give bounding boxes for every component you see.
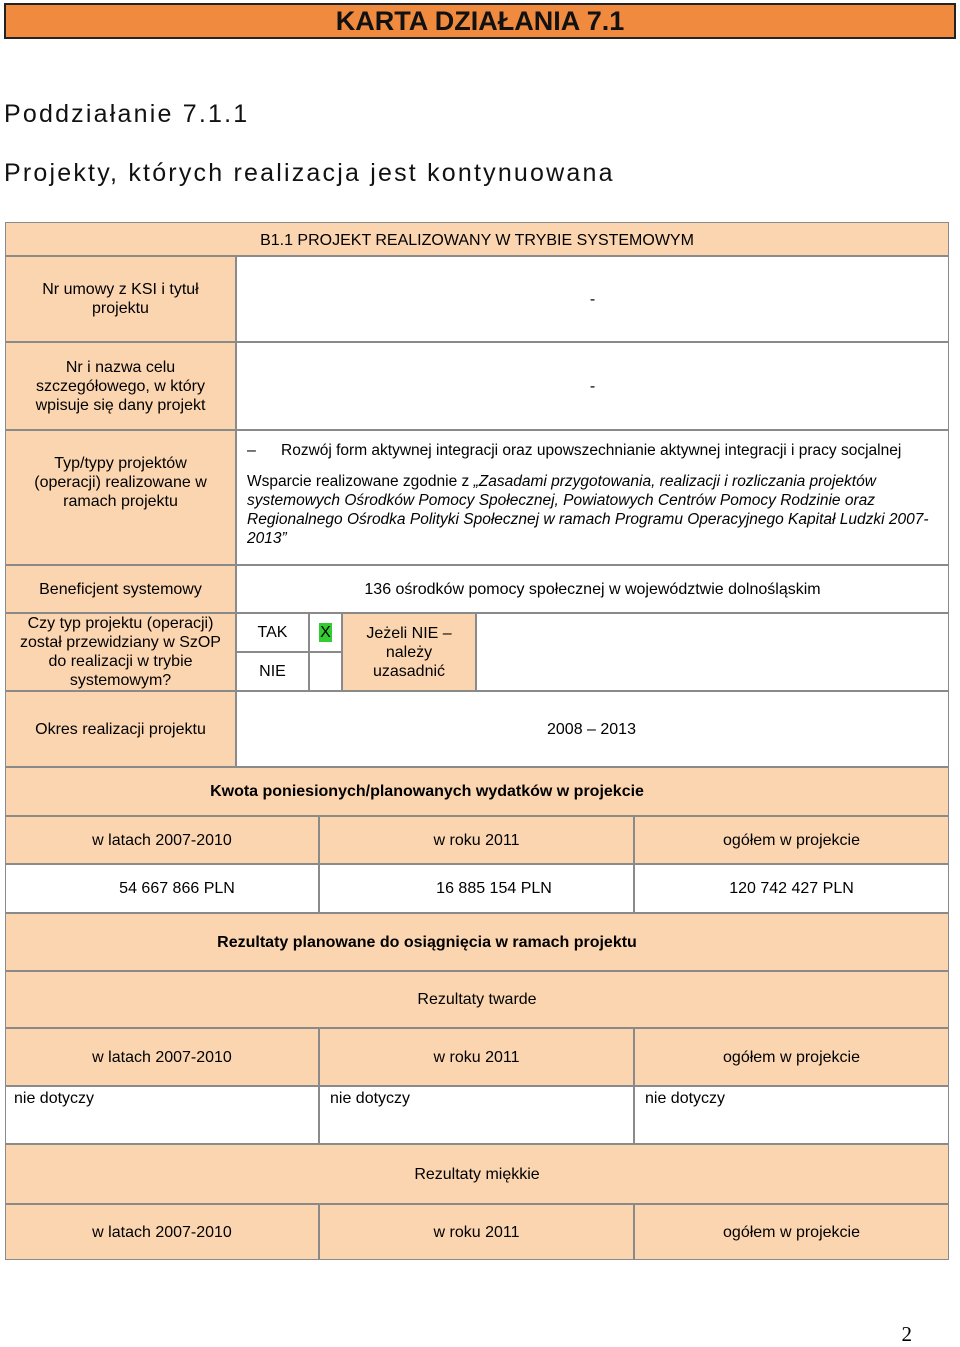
period-value-cell — [236, 691, 949, 767]
soft-col-2011: w roku 2011 — [433, 1223, 520, 1241]
hard-col-2011: w roku 2011 — [433, 1048, 520, 1066]
beneficiary-value-cell — [236, 565, 949, 613]
beneficiary-label: Beneficjent systemowy — [39, 580, 202, 598]
costs-col-total: ogółem w projekcie — [723, 831, 860, 849]
cost-2007-2010: 54 667 866 PLN — [119, 880, 235, 897]
hard-value-total-cell — [634, 1086, 949, 1144]
soft-col-total: ogółem w projekcie — [723, 1223, 860, 1241]
tak-check-mark: X — [320, 624, 331, 641]
results-header: Rezultaty planowane do osiągnięcia w ramach projektu — [217, 933, 637, 951]
costs-col-2011-cell — [319, 816, 634, 864]
card-title: KARTA DZIAŁANIA 7.1 — [4, 3, 956, 39]
cost-2011: 16 885 154 PLN — [436, 880, 552, 897]
costs-col-total-cell — [634, 816, 949, 864]
hard-value-2011: nie dotyczy — [330, 1090, 411, 1107]
period-label-cell — [5, 691, 236, 767]
type-label-cell — [5, 430, 236, 565]
goal-label-cell — [5, 342, 236, 430]
hard-col-2007-2010: w latach 2007-2010 — [92, 1048, 232, 1066]
hard-col-total: ogółem w projekcie — [723, 1048, 860, 1066]
hard-col-2011-cell — [319, 1028, 634, 1086]
nie-mark-cell — [309, 652, 342, 691]
support-prefix: Wsparcie realizowane zgodnie z — [247, 473, 474, 490]
hard-col-2007-2010-cell — [5, 1028, 319, 1086]
cost-2011-cell — [319, 864, 634, 913]
hard-value-total: nie dotyczy — [645, 1090, 726, 1107]
hard-value-2007-2010: nie dotyczy — [14, 1090, 95, 1107]
justify-value-cell — [476, 613, 949, 691]
tak-label: TAK — [257, 624, 288, 641]
hard-col-total-cell — [634, 1028, 949, 1086]
costs-col-2007-2010: w latach 2007-2010 — [92, 831, 232, 849]
beneficiary-label-cell — [5, 565, 236, 613]
szop-label: Czy typ projektu (operacji) został przewidziany w SzOP do realizacji w trybie systemowym? — [20, 615, 221, 689]
cost-2007-2010-cell — [5, 864, 319, 913]
type-value-cell — [236, 430, 949, 565]
nie-cell — [236, 652, 309, 691]
contract-value: - — [589, 290, 596, 308]
contract-label: Nr umowy z KSI i tytuł projektu — [42, 281, 199, 317]
subaction-heading: Poddziałanie 7.1.1 — [4, 100, 250, 128]
soft-results: Rezultaty miękkie — [414, 1165, 540, 1183]
type-bullet-item — [247, 441, 940, 460]
soft-col-total-cell — [634, 1204, 949, 1260]
goal-value-cell — [236, 342, 949, 430]
hard-results: Rezultaty twarde — [417, 991, 537, 1008]
hard-results-cell — [5, 971, 949, 1028]
cost-total: 120 742 427 PLN — [729, 880, 854, 897]
contract-value-cell — [236, 256, 949, 342]
beneficiary-value: 136 ośrodków pomocy społecznej w województwie dolnośląskim — [364, 580, 821, 598]
contract-label-cell — [5, 256, 236, 342]
period-value: 2008 – 2013 — [547, 720, 636, 738]
costs-header: Kwota poniesionych/planowanych wydatków w projekcie — [210, 783, 644, 800]
tak-mark-cell — [309, 613, 342, 652]
results-header-cell — [5, 913, 949, 971]
section-header — [5, 222, 949, 256]
period-label: Okres realizacji projektu — [35, 720, 206, 738]
page-number: 2 — [901, 1322, 912, 1346]
goal-label: Nr i nazwa celu szczegółowego, w który wpisuje się dany projekt — [35, 358, 206, 414]
type-support-paragraph — [247, 472, 940, 548]
soft-results-cell — [5, 1144, 949, 1204]
subaction-subtitle: Projekty, których realizacja jest kontynuowana — [4, 159, 615, 187]
soft-col-2007-2010-cell — [5, 1204, 319, 1260]
nie-label: NIE — [259, 663, 286, 680]
szop-label-cell — [5, 613, 236, 691]
bullet-dash: – — [247, 442, 256, 459]
goal-value: - — [589, 377, 596, 395]
type-bullet-text: Rozwój form aktywnej integracji oraz upowszechnianie aktywnej integracji i pracy socjalnej — [281, 442, 902, 459]
tak-cell — [236, 613, 309, 652]
support-rules: „Zasadami przygotowania, realizacji i rozliczania projektów systemowych Ośrodków Pomocy Społecznej, Powiatowych Centrów Pomocy Rodzinie oraz Regionalnego Ośrodka Polityki Społecznej w ramach Programu Operacyjnego Kapitał Ludzki 2007-2013” — [247, 473, 929, 547]
cost-total-cell — [634, 864, 949, 913]
soft-col-2011-cell — [319, 1204, 634, 1260]
costs-col-2011: w roku 2011 — [433, 831, 520, 849]
hard-value-2011-cell — [319, 1086, 634, 1144]
justify-label-cell — [342, 613, 476, 691]
costs-header-cell — [5, 767, 949, 816]
type-label: Typ/typy projektów (operacji) realizowane w ramach projektu — [34, 455, 207, 510]
soft-col-2007-2010: w latach 2007-2010 — [92, 1223, 232, 1241]
justify-label: Jeżeli NIE – należy uzasadnić — [366, 624, 452, 680]
hard-value-2007-2010-cell — [5, 1086, 319, 1144]
section-header-text: B1.1 PROJEKT REALIZOWANY W TRYBIE SYSTEMOWYM — [260, 231, 694, 249]
costs-col-2007-2010-cell — [5, 816, 319, 864]
